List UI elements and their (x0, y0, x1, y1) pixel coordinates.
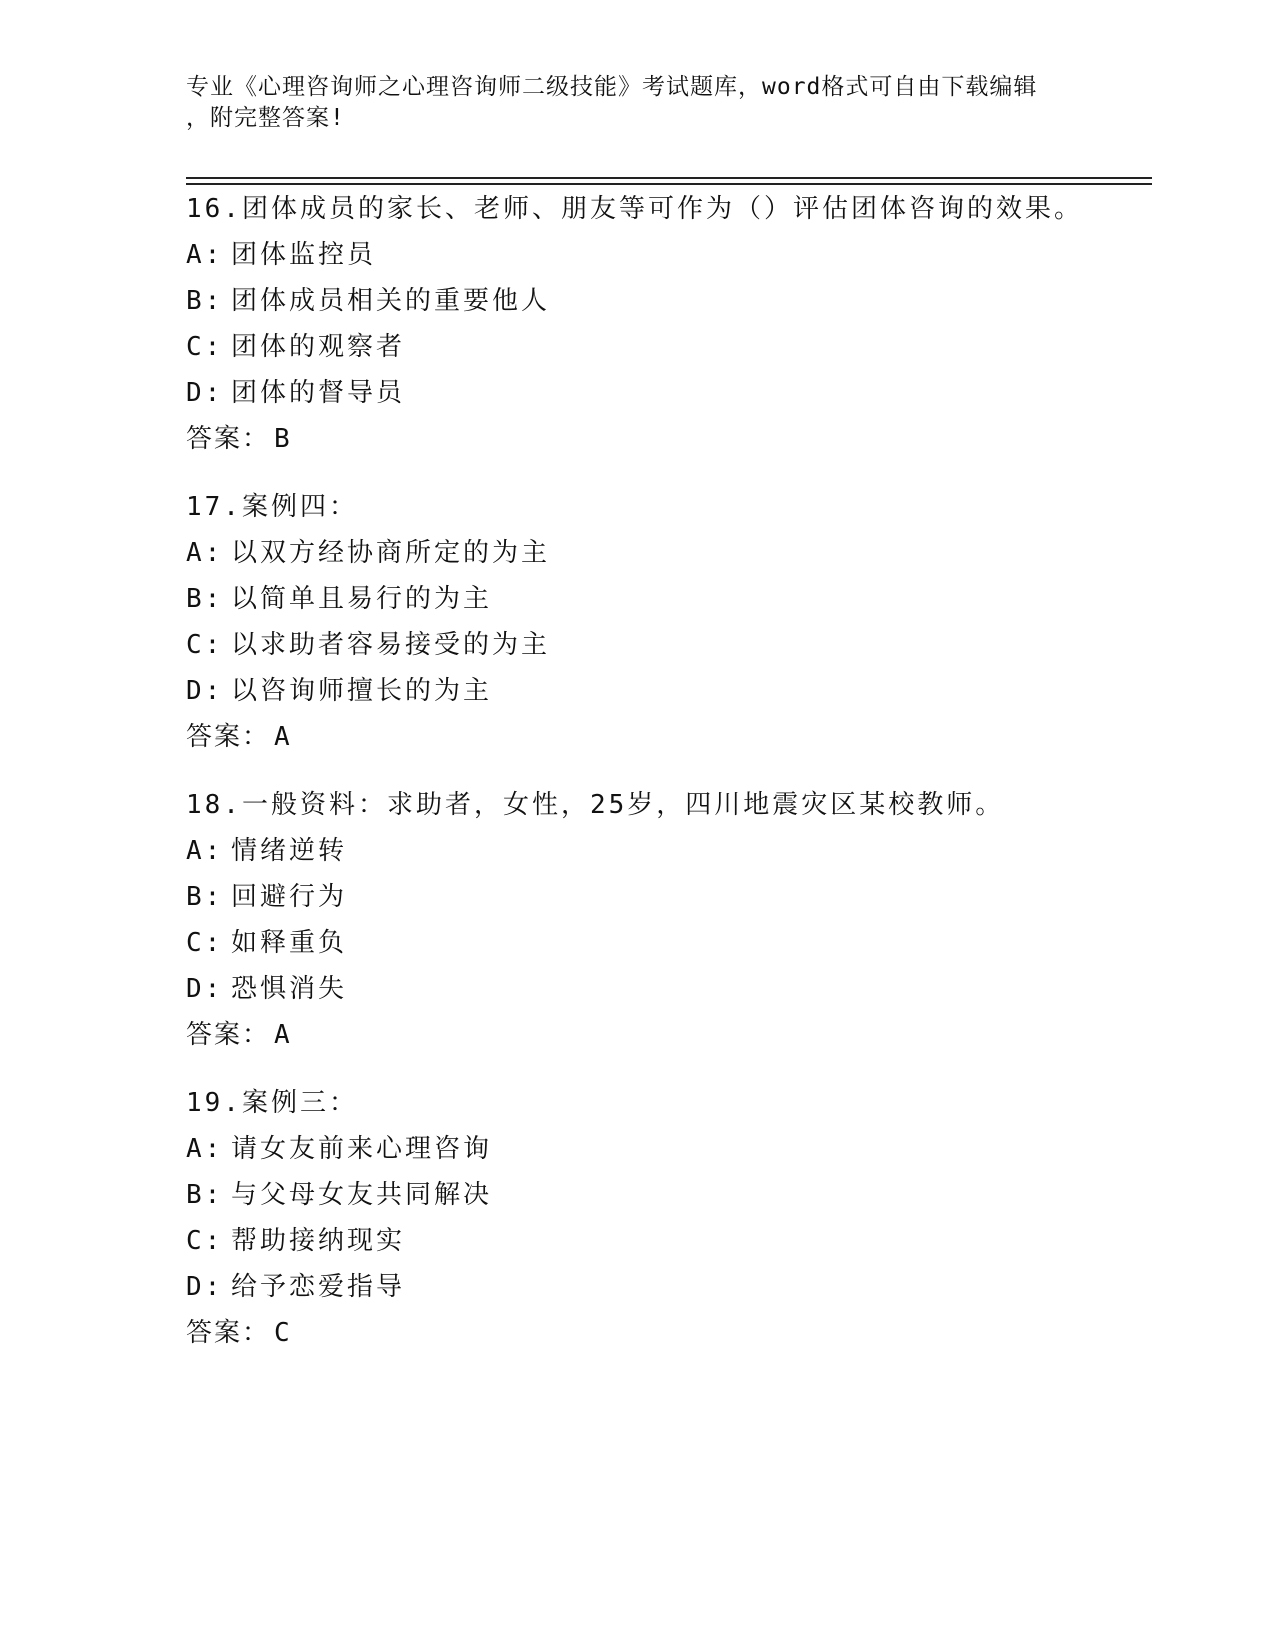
option-b (186, 1172, 1146, 1218)
header-divider-bottom (186, 183, 1152, 185)
option-d (186, 966, 1146, 1012)
option-text: 请女友前来心理咨询 (231, 1134, 493, 1164)
option-letter: B: (186, 882, 224, 912)
option-a (186, 828, 1146, 874)
question-title: 18.一般资料：求助者，女性，25岁，四川地震灾区某校教师。 (186, 790, 1005, 820)
header-line-2: ，附完整答案! (186, 105, 345, 131)
option-letter: C: (186, 630, 224, 660)
question-title: 16.团体成员的家长、老师、朋友等可作为（）评估团体咨询的效果。 (186, 194, 1083, 224)
option-letter: D: (186, 676, 224, 706)
option-c (186, 622, 1146, 668)
option-letter: D: (186, 378, 224, 408)
option-text: 与父母女友共同解决 (231, 1180, 493, 1210)
option-text: 团体监控员 (231, 240, 377, 270)
answer-value: A (274, 1020, 290, 1050)
header-line-1: 专业《心理咨询师之心理咨询师二级技能》考试题库，word格式可自由下载编辑 (186, 74, 1038, 100)
option-text: 帮助接纳现实 (231, 1226, 406, 1256)
question-17 (186, 484, 1146, 760)
option-letter: D: (186, 1272, 224, 1302)
option-letter: A: (186, 538, 224, 568)
option-text: 以咨询师擅长的为主 (231, 676, 493, 706)
option-text: 如释重负 (231, 928, 348, 958)
option-text: 团体的督导员 (231, 378, 406, 408)
option-c (186, 324, 1146, 370)
option-text: 情绪逆转 (231, 836, 348, 866)
option-letter: B: (186, 584, 224, 614)
option-c (186, 920, 1146, 966)
option-text: 以简单且易行的为主 (231, 584, 493, 614)
option-letter: B: (186, 286, 224, 316)
answer-label: 答案： (186, 1020, 271, 1050)
option-text: 团体成员相关的重要他人 (231, 286, 551, 316)
option-b (186, 874, 1146, 920)
option-a (186, 232, 1146, 278)
option-text: 给予恋爱指导 (231, 1272, 406, 1302)
option-text: 回避行为 (231, 882, 348, 912)
option-letter: A: (186, 240, 224, 270)
answer-line (186, 1310, 1146, 1356)
question-title: 17.案例四： (186, 492, 358, 522)
option-d (186, 370, 1146, 416)
option-letter: A: (186, 1134, 224, 1164)
question-19 (186, 1080, 1146, 1356)
answer-label: 答案： (186, 424, 271, 454)
answer-label: 答案： (186, 722, 271, 752)
option-letter: C: (186, 928, 224, 958)
option-text: 团体的观察者 (231, 332, 406, 362)
answer-line (186, 1012, 1146, 1058)
answer-label: 答案： (186, 1318, 271, 1348)
question-18 (186, 782, 1146, 1058)
option-c (186, 1218, 1146, 1264)
question-16 (186, 186, 1146, 462)
header-divider-top (186, 177, 1152, 179)
document-header (186, 72, 1086, 134)
option-b (186, 278, 1146, 324)
option-text: 恐惧消失 (231, 974, 348, 1004)
question-title: 19.案例三： (186, 1088, 358, 1118)
option-letter: C: (186, 332, 224, 362)
answer-value: B (274, 424, 290, 454)
option-letter: B: (186, 1180, 224, 1210)
option-letter: C: (186, 1226, 224, 1256)
option-letter: A: (186, 836, 224, 866)
option-a (186, 1126, 1146, 1172)
answer-line (186, 714, 1146, 760)
answer-value: A (274, 722, 290, 752)
answer-value: C (274, 1318, 290, 1348)
option-b (186, 576, 1146, 622)
option-d (186, 1264, 1146, 1310)
option-letter: D: (186, 974, 224, 1004)
option-text: 以双方经协商所定的为主 (231, 538, 551, 568)
answer-line (186, 416, 1146, 462)
option-a (186, 530, 1146, 576)
option-text: 以求助者容易接受的为主 (231, 630, 551, 660)
option-d (186, 668, 1146, 714)
